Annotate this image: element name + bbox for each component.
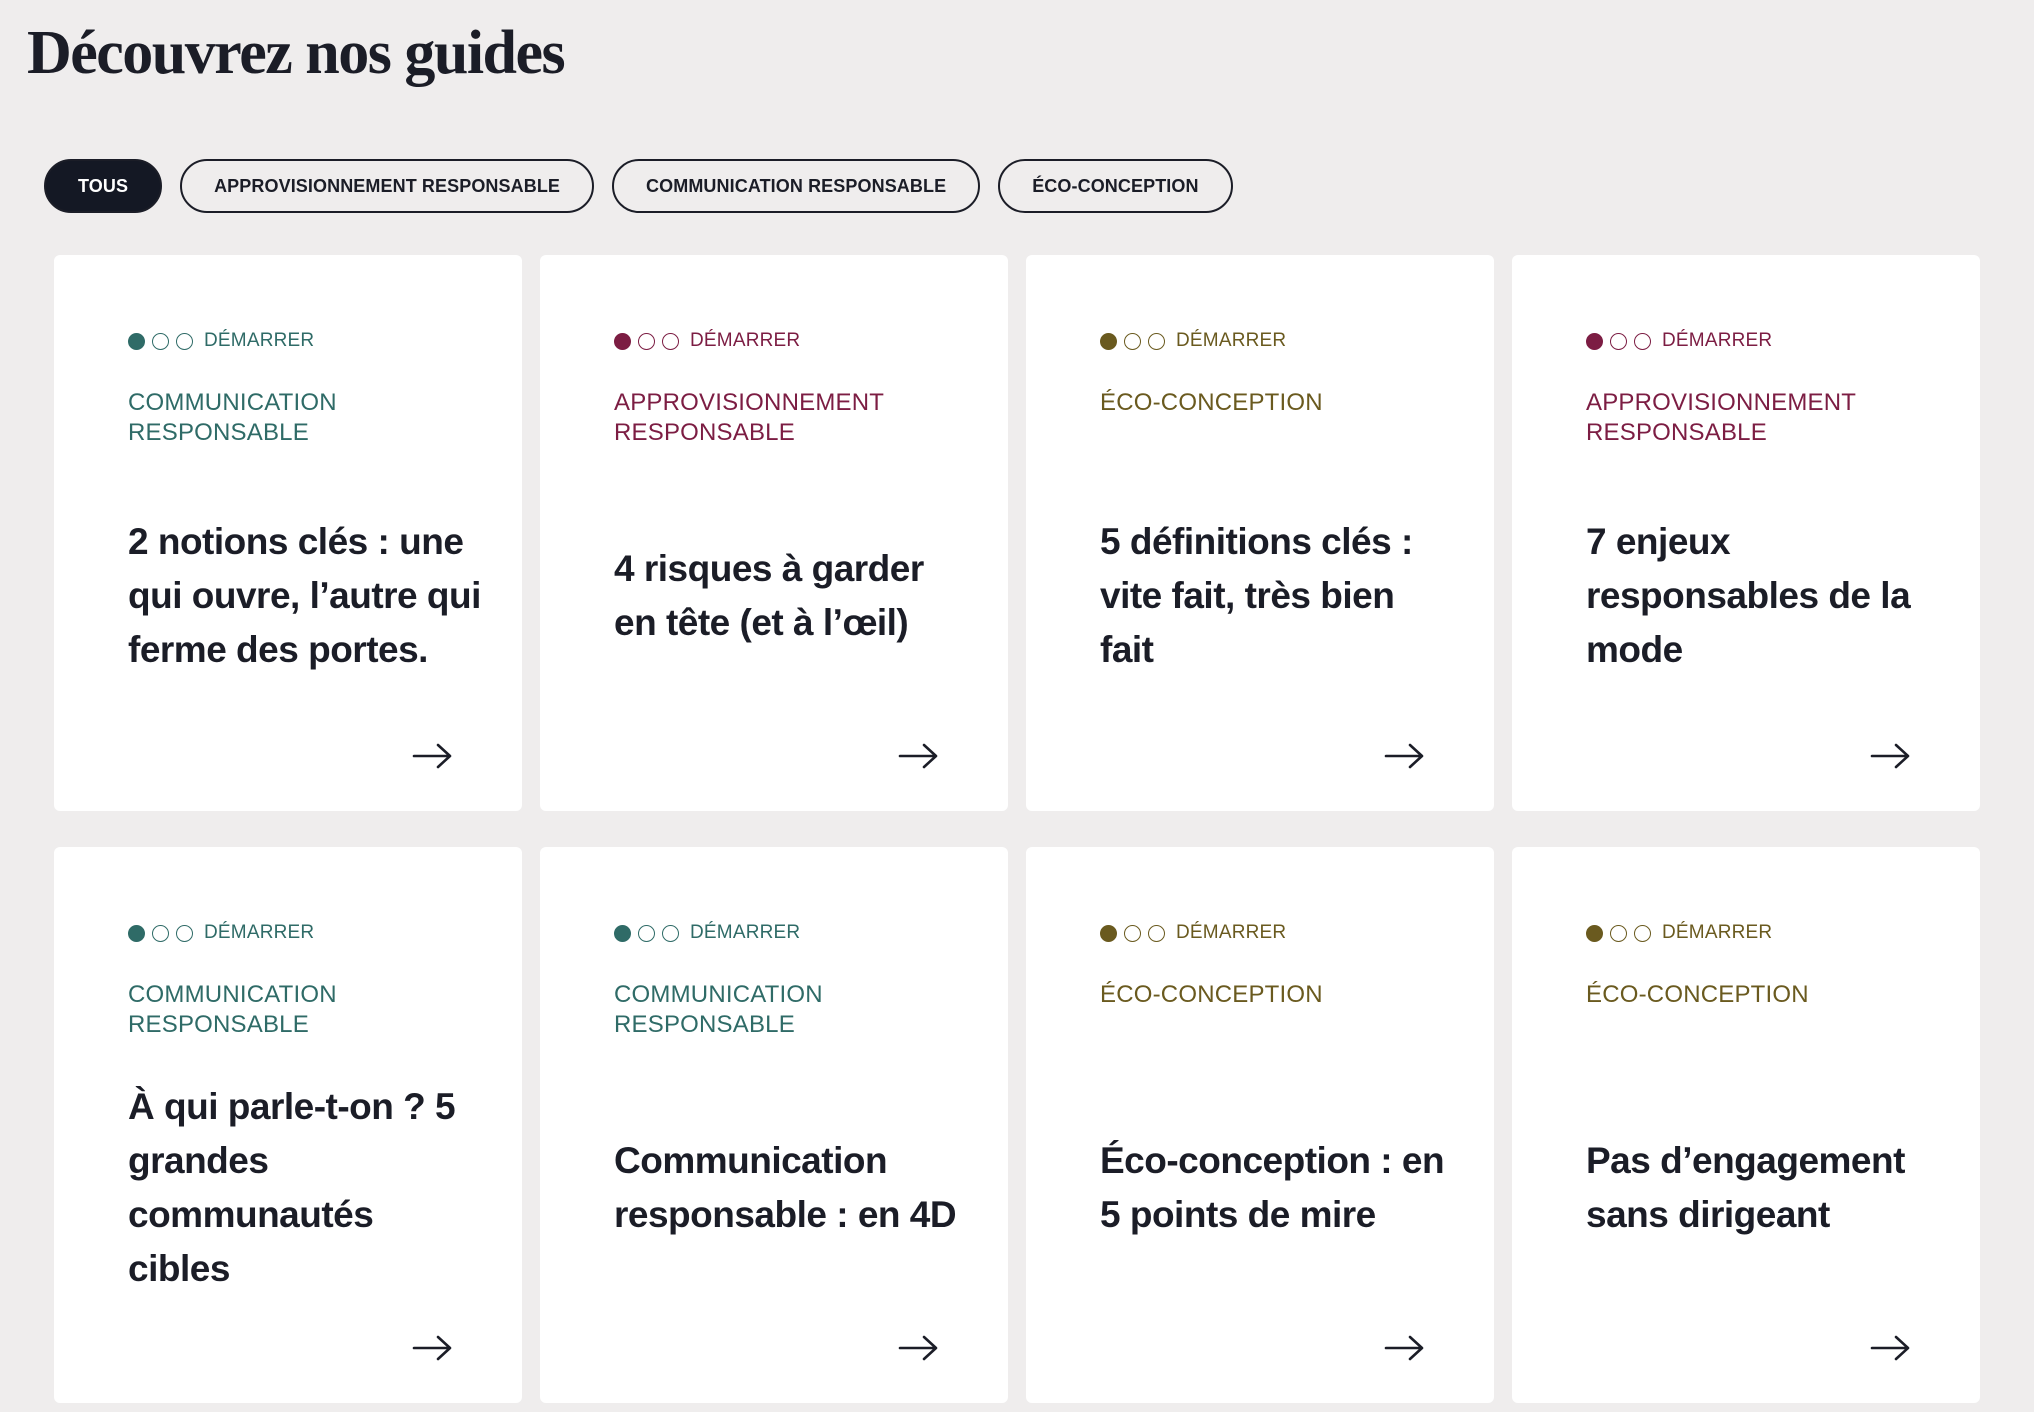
level-dot-empty-icon — [1148, 333, 1165, 350]
level-label: DÉMARRER — [204, 922, 315, 943]
level-label: DÉMARRER — [1176, 922, 1287, 943]
guide-card[interactable] — [54, 847, 522, 1403]
level-dot-filled-icon — [128, 925, 145, 942]
level-dot-empty-icon — [1634, 333, 1651, 350]
level-dot-empty-icon — [1124, 925, 1141, 942]
filter-eco-conception[interactable]: ÉCO-CONCEPTION — [998, 159, 1232, 213]
arrow-right-icon[interactable] — [1384, 1333, 1426, 1363]
level-dot-empty-icon — [638, 333, 655, 350]
arrow-right-icon[interactable] — [898, 741, 940, 771]
level-indicator — [1586, 922, 1772, 944]
level-label: DÉMARRER — [204, 330, 315, 351]
card-category: COMMUNICATION RESPONSABLE — [128, 981, 337, 1038]
level-dot-empty-icon — [152, 925, 169, 942]
arrow-right-icon[interactable] — [412, 1333, 454, 1363]
arrow-right-icon[interactable] — [1870, 741, 1912, 771]
guide-card[interactable] — [54, 255, 522, 811]
card-title[interactable]: À qui parle-t-on ? 5 grandes communautés cibles — [128, 1086, 456, 1289]
card-title[interactable]: Éco-conception : en 5 points de mire — [1100, 1140, 1445, 1235]
card-title[interactable]: 7 enjeux responsables de la mode — [1586, 521, 1911, 670]
level-label: DÉMARRER — [690, 330, 801, 351]
filter-tous[interactable]: TOUS — [44, 159, 162, 213]
level-dot-filled-icon — [128, 333, 145, 350]
level-indicator — [1586, 330, 1772, 352]
card-title[interactable]: 5 définitions clés : vite fait, très bien fait — [1100, 521, 1413, 670]
filter-bar — [44, 159, 1233, 213]
level-dot-empty-icon — [176, 333, 193, 350]
level-dot-empty-icon — [662, 333, 679, 350]
guide-card[interactable] — [1026, 255, 1494, 811]
arrow-right-icon[interactable] — [898, 1333, 940, 1363]
level-dot-filled-icon — [1586, 333, 1603, 350]
level-label: DÉMARRER — [690, 922, 801, 943]
card-category: COMMUNICATION RESPONSABLE — [128, 389, 337, 446]
page-title: Découvrez nos guides — [27, 19, 565, 87]
guide-card[interactable] — [1512, 255, 1980, 811]
guides-grid — [54, 255, 1980, 1403]
card-title[interactable]: 4 risques à garder en tête (et à l’œil) — [614, 548, 924, 643]
card-category: APPROVISIONNEMENT RESPONSABLE — [614, 389, 884, 446]
guide-card[interactable] — [1512, 847, 1980, 1403]
level-indicator — [128, 330, 314, 352]
card-category: APPROVISIONNEMENT RESPONSABLE — [1586, 389, 1856, 446]
level-dot-empty-icon — [176, 925, 193, 942]
level-label: DÉMARRER — [1176, 330, 1287, 351]
level-dot-empty-icon — [1148, 925, 1165, 942]
level-dot-empty-icon — [1634, 925, 1651, 942]
arrow-right-icon[interactable] — [412, 741, 454, 771]
level-dot-empty-icon — [638, 925, 655, 942]
level-dot-filled-icon — [1100, 333, 1117, 350]
level-dot-filled-icon — [614, 333, 631, 350]
arrow-right-icon[interactable] — [1384, 741, 1426, 771]
level-dot-filled-icon — [614, 925, 631, 942]
guide-card[interactable] — [1026, 847, 1494, 1403]
level-dot-empty-icon — [662, 925, 679, 942]
level-label: DÉMARRER — [1662, 330, 1773, 351]
guide-card[interactable] — [540, 255, 1008, 811]
level-dot-empty-icon — [1124, 333, 1141, 350]
arrow-right-icon[interactable] — [1870, 1333, 1912, 1363]
filter-approvisionnement-responsable[interactable]: APPROVISIONNEMENT RESPONSABLE — [180, 159, 594, 213]
filter-communication-responsable[interactable]: COMMUNICATION RESPONSABLE — [612, 159, 980, 213]
level-dot-empty-icon — [1610, 333, 1627, 350]
guide-card[interactable] — [540, 847, 1008, 1403]
level-indicator — [128, 922, 314, 944]
card-title[interactable]: Communication responsable : en 4D — [614, 1140, 957, 1235]
card-category: ÉCO-CONCEPTION — [1586, 981, 1809, 1008]
card-title[interactable]: Pas d’engagement sans dirigeant — [1586, 1140, 1905, 1235]
level-indicator — [1100, 330, 1286, 352]
card-category: ÉCO-CONCEPTION — [1100, 389, 1323, 416]
level-label: DÉMARRER — [1662, 922, 1773, 943]
level-indicator — [614, 330, 800, 352]
card-category: COMMUNICATION RESPONSABLE — [614, 981, 823, 1038]
level-indicator — [1100, 922, 1286, 944]
level-dot-empty-icon — [1610, 925, 1627, 942]
level-indicator — [614, 922, 800, 944]
level-dot-filled-icon — [1100, 925, 1117, 942]
card-category: ÉCO-CONCEPTION — [1100, 981, 1323, 1008]
level-dot-empty-icon — [152, 333, 169, 350]
card-title[interactable]: 2 notions clés : une qui ouvre, l’autre qui ferme des portes. — [128, 521, 481, 670]
level-dot-filled-icon — [1586, 925, 1603, 942]
